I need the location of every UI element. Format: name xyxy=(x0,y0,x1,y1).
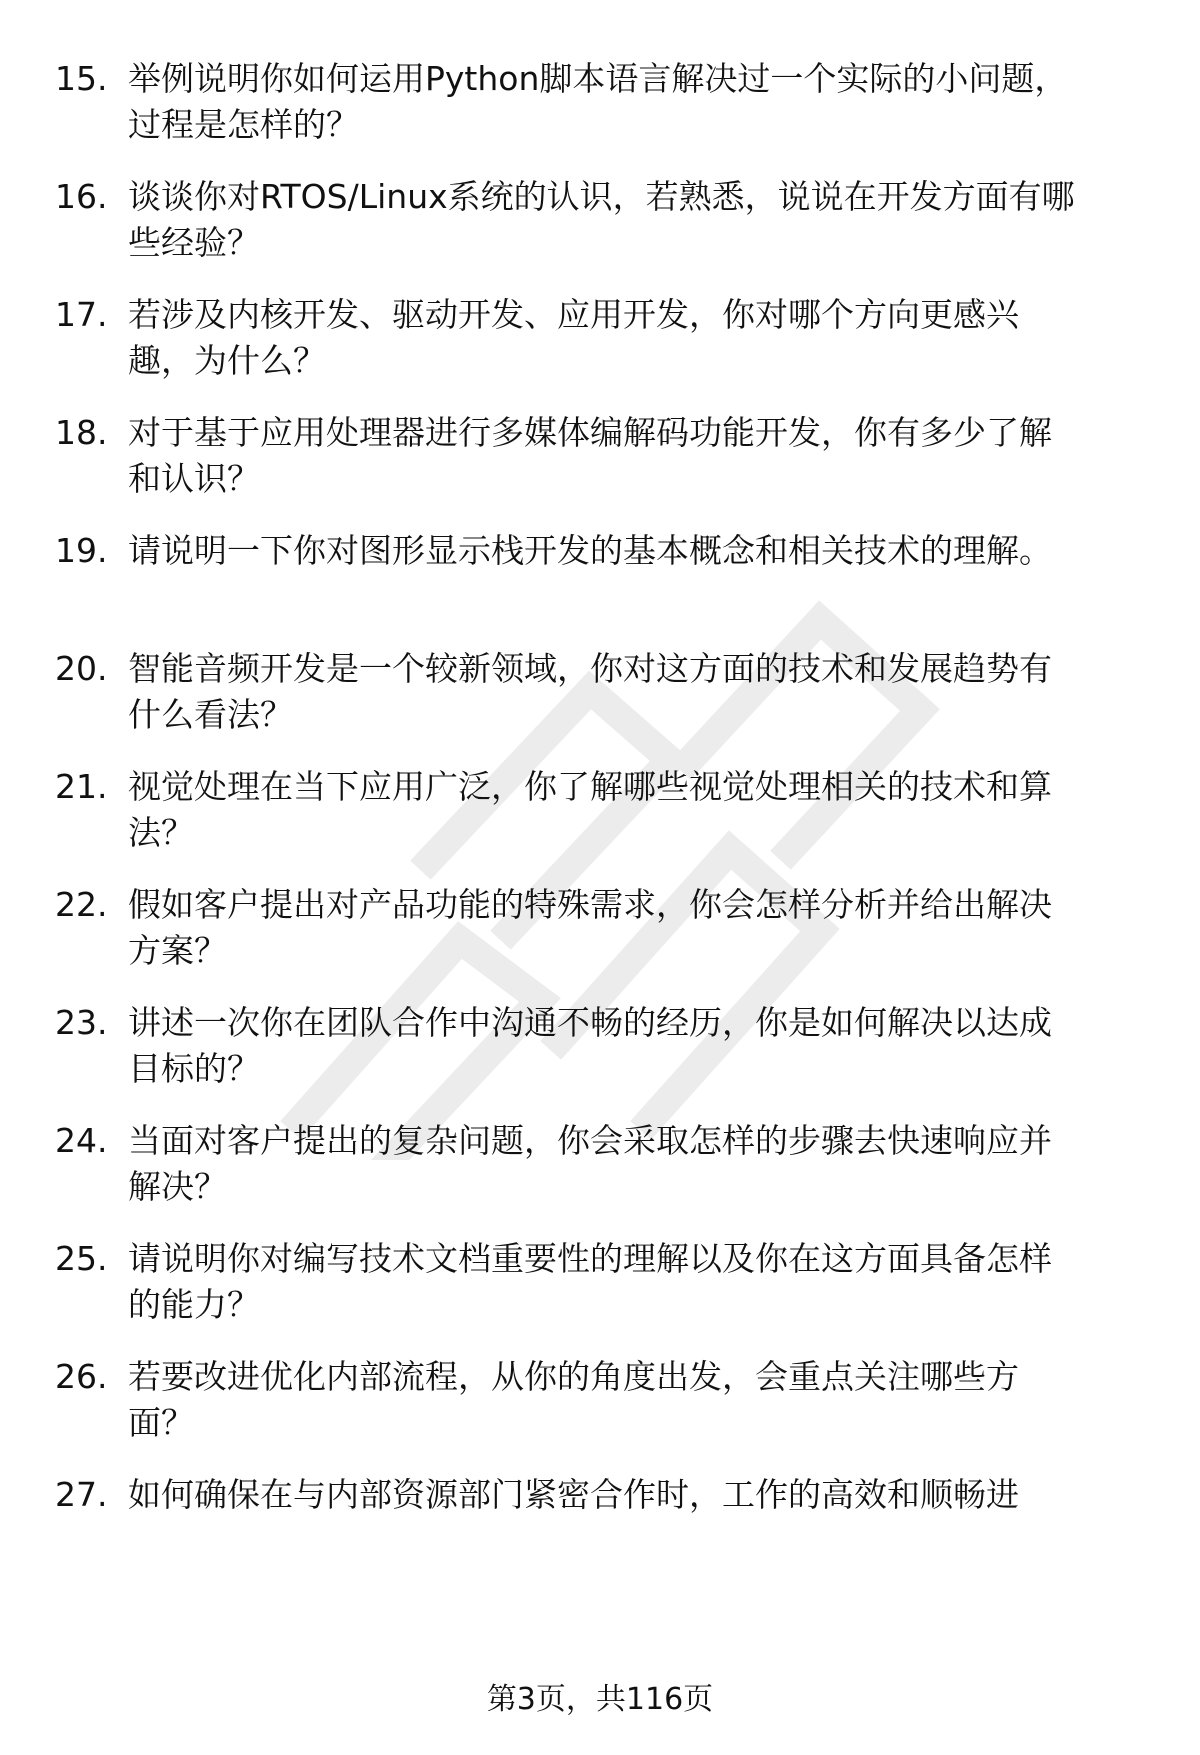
question-text-line: 如何确保在与内部资源部门紧密合作时，工作的高效和顺畅进 xyxy=(128,1475,1019,1514)
question-text-line: 智能音频开发是一个较新领域，你对这方面的技术和发展趋势有 xyxy=(128,649,1052,688)
question-item xyxy=(0,646,1200,756)
question-text-line: 趣，为什么？ xyxy=(128,341,326,380)
question-text xyxy=(128,1354,1168,1446)
question-text-line: 谈谈你对RTOS/Linux系统的认识，若熟悉，说说在开发方面有哪 xyxy=(128,177,1075,216)
question-text xyxy=(128,882,1168,974)
question-text-line: 目标的？ xyxy=(128,1049,260,1088)
question-text-line: 的能力？ xyxy=(128,1285,260,1324)
question-text-line: 请说明一下你对图形显示栈开发的基本概念和相关技术的理解。 xyxy=(128,531,1052,570)
question-text-line: 方案？ xyxy=(128,931,227,970)
question-text xyxy=(128,56,1168,148)
question-number: 17. xyxy=(55,295,108,334)
question-item xyxy=(0,1354,1200,1464)
question-number: 25. xyxy=(55,1239,108,1278)
question-item xyxy=(0,56,1200,166)
question-item xyxy=(0,410,1200,520)
question-number: 22. xyxy=(55,885,108,924)
question-text xyxy=(128,410,1168,502)
question-text xyxy=(128,292,1168,384)
page-number-footer: 第3页，共116页 xyxy=(486,1682,714,1717)
question-item xyxy=(0,764,1200,874)
question-text-line: 若涉及内核开发、驱动开发、应用开发，你对哪个方向更感兴 xyxy=(128,295,1019,334)
question-text xyxy=(128,646,1168,738)
question-item xyxy=(0,1118,1200,1228)
question-number: 27. xyxy=(55,1475,108,1514)
question-text-line: 若要改进优化内部流程，从你的角度出发，会重点关注哪些方 xyxy=(128,1357,1019,1396)
question-text-line: 些经验？ xyxy=(128,223,260,262)
question-text-line: 对于基于应用处理器进行多媒体编解码功能开发，你有多少了解 xyxy=(128,413,1052,452)
question-text xyxy=(128,1472,1168,1518)
question-number: 24. xyxy=(55,1121,108,1160)
question-item xyxy=(0,1000,1200,1110)
question-text-line: 法？ xyxy=(128,813,194,852)
question-text xyxy=(128,1000,1168,1092)
question-item xyxy=(0,528,1200,638)
question-number: 16. xyxy=(55,177,108,216)
question-number: 23. xyxy=(55,1003,108,1042)
question-text xyxy=(128,174,1168,266)
question-number: 26. xyxy=(55,1357,108,1396)
question-text-line: 假如客户提出对产品功能的特殊需求，你会怎样分析并给出解决 xyxy=(128,885,1052,924)
question-number: 20. xyxy=(55,649,108,688)
question-text-line: 视觉处理在当下应用广泛，你了解哪些视觉处理相关的技术和算 xyxy=(128,767,1052,806)
question-text-line: 什么看法？ xyxy=(128,695,293,734)
question-text-line: 讲述一次你在团队合作中沟通不畅的经历，你是如何解决以达成 xyxy=(128,1003,1052,1042)
question-number: 19. xyxy=(55,531,108,570)
question-item xyxy=(0,292,1200,402)
question-number: 18. xyxy=(55,413,108,452)
question-text-line: 当面对客户提出的复杂问题，你会采取怎样的步骤去快速响应并 xyxy=(128,1121,1052,1160)
question-text-line: 举例说明你如何运用Python脚本语言解决过一个实际的小问题， xyxy=(128,59,1068,98)
question-text-line: 面？ xyxy=(128,1403,194,1442)
question-text-line: 过程是怎样的？ xyxy=(128,105,359,144)
question-number: 15. xyxy=(55,59,108,98)
question-item xyxy=(0,1236,1200,1346)
question-text xyxy=(128,1236,1168,1328)
question-item xyxy=(0,882,1200,992)
question-text xyxy=(128,764,1168,856)
question-text-line: 和认识？ xyxy=(128,459,260,498)
question-text-line: 请说明你对编写技术文档重要性的理解以及你在这方面具备怎样 xyxy=(128,1239,1052,1278)
question-text xyxy=(128,528,1168,574)
question-text-line: 解决？ xyxy=(128,1167,227,1206)
question-item xyxy=(0,1472,1200,1582)
question-number: 21. xyxy=(55,767,108,806)
question-text xyxy=(128,1118,1168,1210)
question-item xyxy=(0,174,1200,284)
